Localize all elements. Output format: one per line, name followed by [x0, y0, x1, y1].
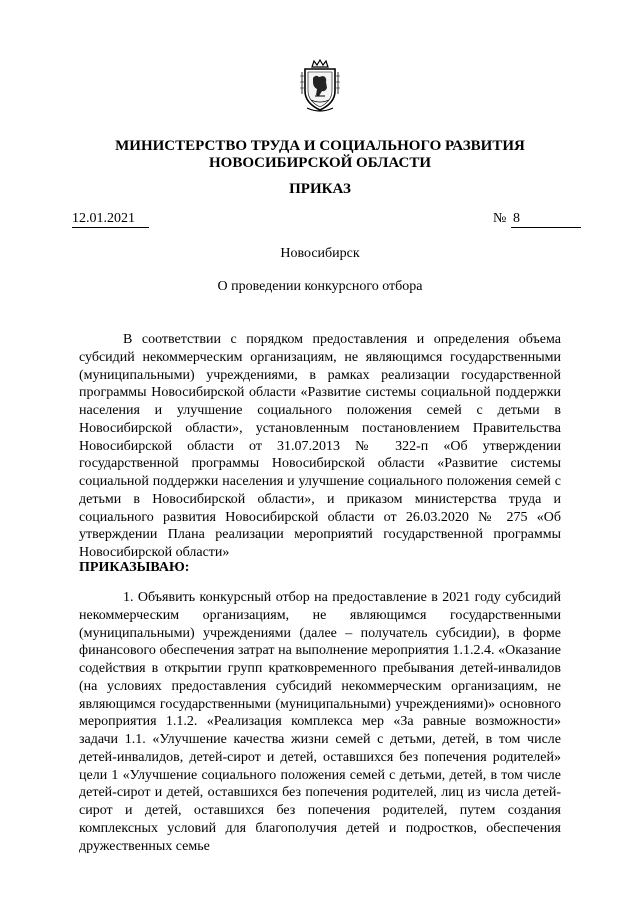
orders-heading: ПРИКАЗЫВАЮ: — [79, 560, 190, 575]
preamble-paragraph: В соответствии с порядком предоставления и определения объема субсидий некоммерческим организациям, не являющимся государственными (муниципальными) учреждениями, в рамках реализации государственной программы Новосибирской области «Развитие системы социальной поддержки населения и улучшение социального положения семей с детьми в Новосибирской области», установленным постановлением Правительства Новосибирской области от 31.07.2013 № 322-п «Об утверждении государственной программы Новосибирской области «Развитие системы социальной поддержки населения и улучшение социального положения семей с детьми в Новосибирской области», и приказом министерства труда и социального развития Новосибирской области от 26.03.2020 № 275 «Об утверждении Плана реализации мероприятий государственной программы Новосибирской области» — [79, 332, 561, 560]
order-subject: О проведении конкурсного отбора — [217, 279, 423, 294]
number-sign: № — [493, 211, 507, 226]
ministry-title — [60, 138, 580, 172]
ministry-title-line1: МИНИСТЕРСТВО ТРУДА И СОЦИАЛЬНОГО РАЗВИТИЯ — [115, 138, 525, 154]
order-item-1: 1. Объявить конкурсный отбор на предоставление в 2021 году субсидий некоммерческим организациям, не являющимся государственными (муниципальными) учреждениями (далее – получатель субсидии), в форме финансового обеспечения затрат на выполнение мероприятия 1.1.2.4. «Оказание содействия в открытии групп кратковременного пребывания детей-инвалидов (на условиях предоставления субсидий некоммерческим организациям, не являющимся государственными (муниципальными) учреждениями)» основного мероприятия 1.1.2. «Реализация комплекса мер «За равные возможности» задачи 1.1. «Улучшение качества жизни семей с детьми, детей, в том числе детей-инвалидов, детей-сирот и детей, оставшихся без попечения родителей» цели 1 «Улучшение социального положения семей с детьми, детей, в том числе детей-сирот и детей, оставшихся без попечения родителей, лиц из числа детей-сирот и детей, оставшихся без попечения родителей, путем создания комплексных условий для благополучия детей и подростков, обеспечения дружественных семье — [79, 590, 561, 854]
city: Новосибирск — [280, 246, 360, 261]
order-number-value: 8 — [511, 211, 581, 228]
order-number — [493, 211, 581, 228]
order-date: 12.01.2021 — [72, 211, 149, 228]
document-type: ПРИКАЗ — [289, 181, 351, 197]
coat-of-arms-icon — [297, 58, 343, 114]
ministry-title-line2: НОВОСИБИРСКОЙ ОБЛАСТИ — [208, 155, 432, 171]
